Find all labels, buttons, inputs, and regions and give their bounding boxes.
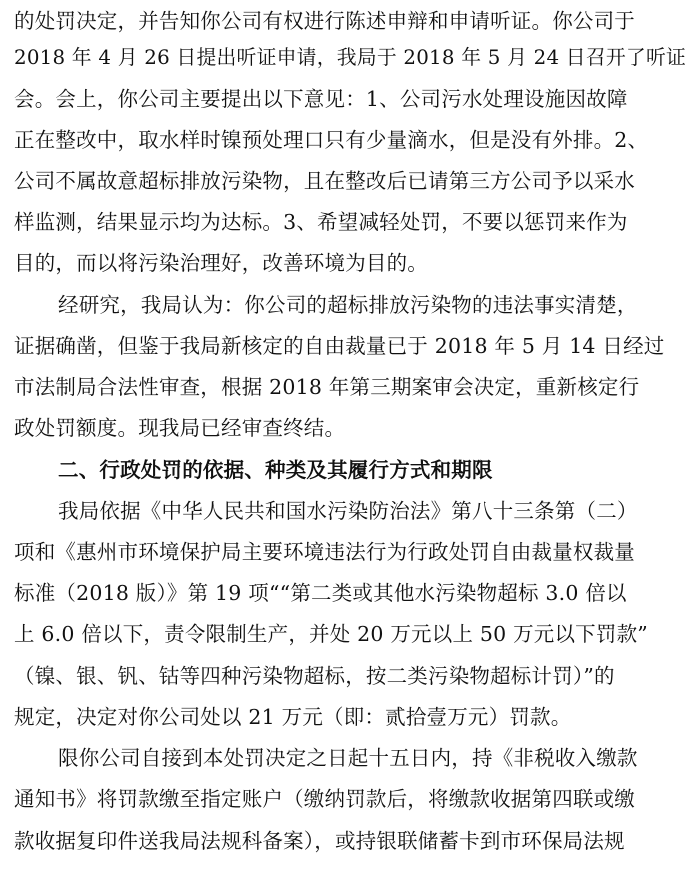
text-line-10: 市法制局合法性审查，根据 2018 年第三期案审会决定，重新核定行 [14,375,640,399]
text-line-5: 公司不属故意超标排放污染物，且在整改后已请第三方公司予以采水 [14,169,635,193]
text-line-21: 款收据复印件送我局法规科备案），或持银联储蓄卡到市环保局法规 [14,829,625,853]
text-line-14: 项和《惠州市环境保护局主要环境违法行为行政处罚自由裁量权裁量 [14,540,635,564]
paragraph-start-payment: 限你公司自接到本处罚决定之日起十五日内，持《非税收入缴款 [58,746,638,770]
text-line-2: 2018 年 4 月 26 日提出听证申请，我局于 2018 年 5 月 24 日召开了听证 [14,46,687,69]
text-line-16: 上 6.0 倍以下，责令限制生产，并处 20 万元以上 50 万元以下罚款” [14,622,648,646]
text-line-3: 会。会上，你公司主要提出以下意见：1、公司污水处理设施因故障 [14,87,628,111]
text-line-17: （镍、银、钒、钴等四种污染物超标，按二类污染物超标计罚）”的 [14,664,615,688]
text-line-20: 通知书》将罚款缴至指定账户（缴纳罚款后，将缴款收据第四联或缴 [14,787,635,811]
text-line-18: 规定，决定对你公司处以 21 万元（即：贰拾壹万元）罚款。 [14,705,572,729]
text-line-6: 样监测，结果显示均为达标。3、希望减轻处罚，不要以惩罚来作为 [14,210,628,234]
section-heading: 二、行政处罚的依据、种类及其履行方式和期限 [58,458,493,482]
paragraph-start-basis: 我局依据《中华人民共和国水污染防治法》第八十三条第（二） [58,499,638,523]
text-line-11: 政处罚额度。现我局已经审查终结。 [14,416,346,440]
text-line-1: 的处罚决定，并告知你公司有权进行陈述申辩和申请听证。你公司于 [14,9,635,33]
paragraph-start-review: 经研究，我局认为：你公司的超标排放污染物的违法事实清楚， [58,293,638,317]
text-line-9: 证据确凿，但鉴于我局新核定的自由裁量已于 2018 年 5 月 14 日经过 [14,334,665,358]
text-line-4: 正在整改中，取水样时镍预处理口只有少量滴水，但是没有外排。2、 [14,128,649,152]
text-line-7: 目的，而以将污染治理好，改善环境为目的。 [14,251,428,275]
text-line-15: 标准（2018 版）》第 19 项““第二类或其他水污染物超标 3.0 倍以 [14,581,627,605]
